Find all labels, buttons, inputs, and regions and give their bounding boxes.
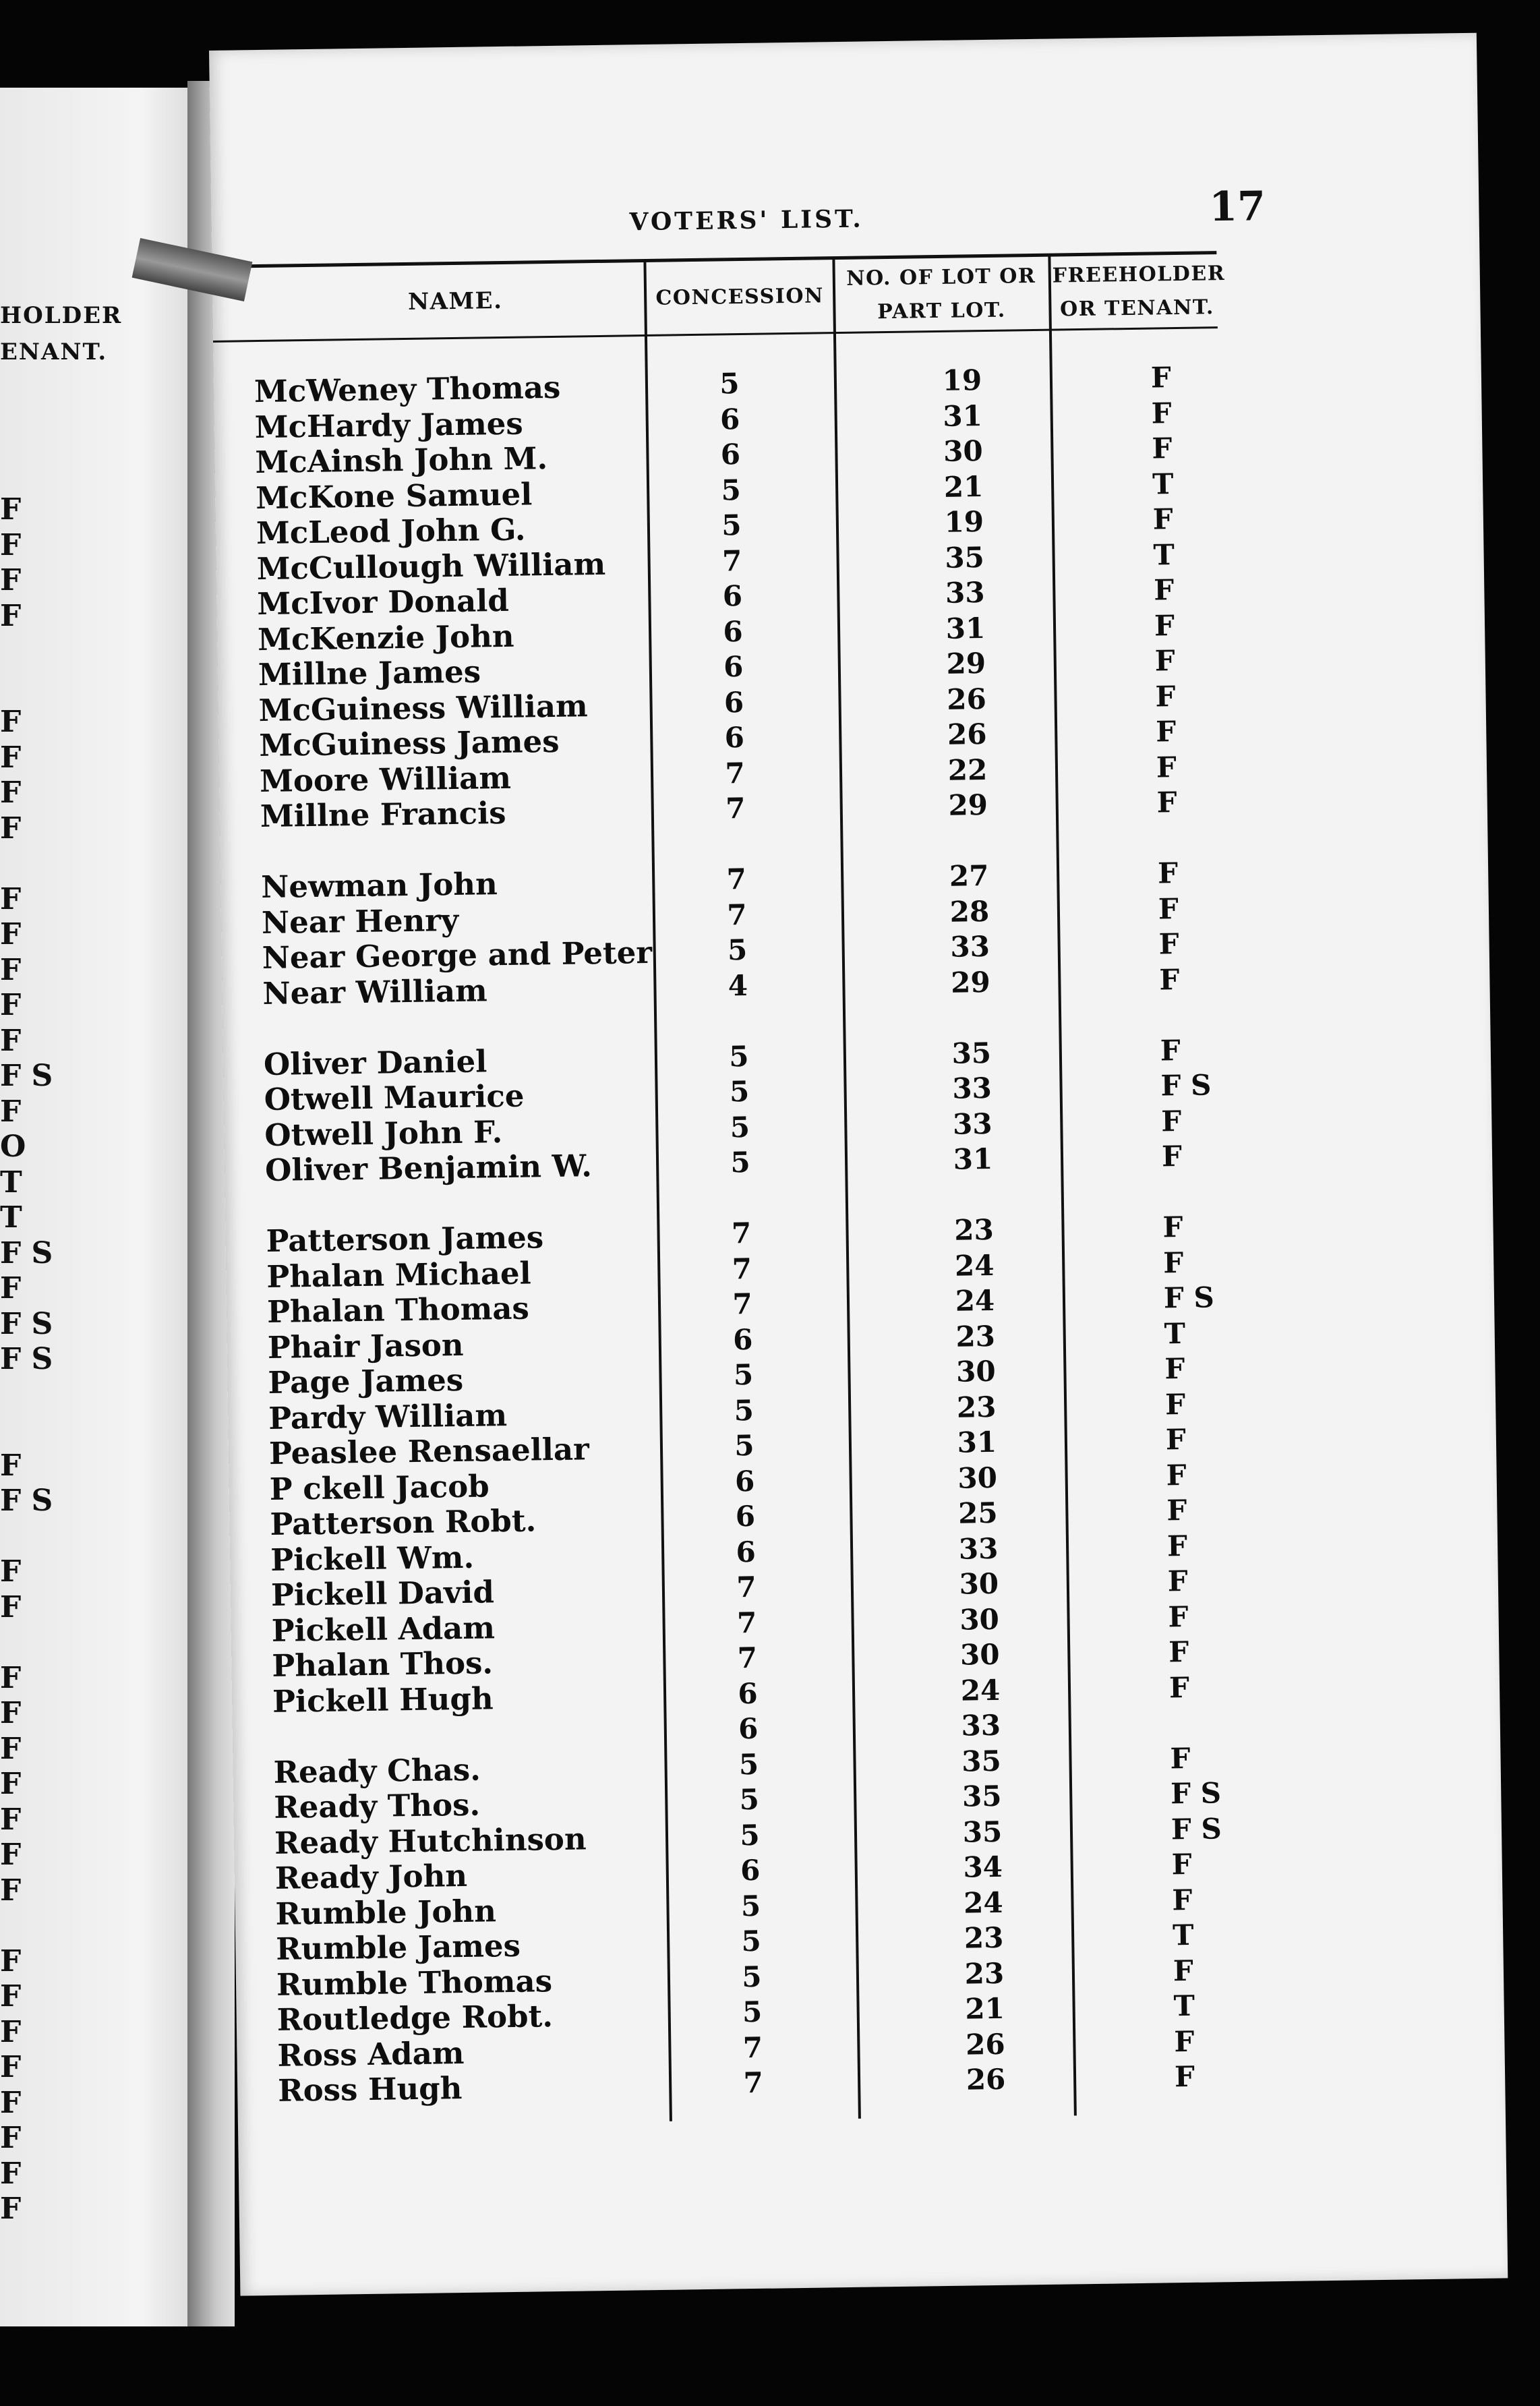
lot-cell: 30 [957, 1461, 998, 1495]
voter-name: Patterson Robt. [270, 1502, 537, 1542]
voter-name: Ross Adam [277, 2034, 465, 2074]
column-header-lot-line2: PART LOT. [877, 298, 1006, 324]
tenure-cell: F [1158, 891, 1179, 925]
tenure-cell: F S [1171, 1811, 1222, 1846]
concession-cell: 5 [730, 1145, 751, 1179]
lot-cell: 23 [964, 1956, 1005, 1991]
lot-cell: 30 [959, 1637, 1000, 1672]
left-page-mark: F [0, 527, 22, 562]
left-page-mark [0, 1625, 53, 1661]
lot-cell: 33 [952, 1071, 993, 1105]
left-page-mark: F [0, 2156, 22, 2191]
left-page-mark [0, 670, 53, 705]
left-page-mark: F [0, 952, 22, 987]
lot-cell: 26 [965, 2027, 1005, 2061]
tenure-cell: F [1154, 644, 1175, 678]
tenure-cell: F [1162, 1210, 1183, 1244]
tenure-cell: F [1168, 1635, 1189, 1669]
concession-cell: 6 [723, 685, 744, 719]
voter-name: Rumble John [275, 1892, 497, 1932]
concession-cell: 4 [728, 968, 748, 1002]
tenure-cell: F S [1170, 1776, 1222, 1811]
tenure-cell: F [1161, 1140, 1183, 1173]
voter-name: Millne James [258, 653, 481, 693]
voter-name: P ckell Jacob [269, 1467, 490, 1507]
concession-cell: 5 [721, 508, 742, 542]
tenure-cell: F [1160, 1033, 1181, 1067]
voter-name: Near William [262, 972, 488, 1011]
voter-name: Ready Chas. [273, 1751, 481, 1790]
tenure-cell: F [1158, 927, 1179, 961]
concession-cell: 5 [741, 1924, 762, 1958]
concession-cell: 5 [719, 367, 740, 401]
lot-cell: 35 [962, 1815, 1003, 1849]
lot-cell: 26 [947, 717, 987, 751]
voters-table-body [214, 357, 1506, 2109]
concession-cell: 6 [735, 1499, 756, 1533]
tenure-cell: F [1150, 361, 1172, 394]
concession-cell: 5 [738, 1747, 759, 1781]
lot-cell: 35 [951, 1036, 992, 1070]
column-header-tenure-line1: FREEHOLDER [1052, 261, 1226, 288]
concession-cell: 5 [727, 933, 748, 967]
tenure-cell: F [1171, 1847, 1192, 1881]
voter-name: Millne Francis [260, 794, 506, 835]
lot-cell: 35 [945, 540, 985, 575]
concession-cell: 5 [740, 1818, 760, 1852]
left-page-mark: F [0, 1979, 22, 2014]
tenure-cell: T [1152, 467, 1174, 501]
lot-cell: 35 [961, 1779, 1002, 1813]
lot-cell: 29 [950, 965, 990, 999]
left-facing-page [0, 88, 202, 2326]
tenure-cell: F [1166, 1493, 1187, 1527]
left-page-mark: F [0, 1873, 22, 1908]
tenure-cell: F [1151, 396, 1172, 430]
lot-cell: 31 [957, 1425, 997, 1459]
voter-name: Phalan Michael [266, 1255, 531, 1295]
lot-cell: 24 [954, 1248, 995, 1283]
voter-name: McWeney Thomas [254, 369, 561, 410]
left-page-mark: T [0, 1200, 22, 1235]
voter-name: Rumble James [275, 1927, 521, 1967]
concession-cell: 6 [723, 614, 744, 648]
tenure-cell: F [1157, 856, 1179, 890]
left-page-mark [0, 1908, 53, 1944]
concession-cell: 6 [740, 1853, 761, 1887]
voter-name: Near Henry [261, 902, 459, 941]
lot-cell: 19 [942, 363, 982, 397]
left-page-mark: F [0, 1660, 22, 1695]
left-page-mark: F S [0, 1059, 53, 1093]
concession-cell: 6 [734, 1464, 755, 1498]
left-page-mark: F [0, 1767, 22, 1801]
left-page-mark: F [0, 1802, 22, 1837]
lot-cell: 33 [961, 1708, 1001, 1742]
left-page-mark: F [0, 740, 22, 775]
concession-cell: 6 [723, 650, 744, 684]
tenure-cell: F [1155, 679, 1176, 713]
voter-name: McKenzie John [257, 618, 514, 657]
tenure-cell: F [1164, 1387, 1186, 1421]
tenure-cell: F [1152, 432, 1173, 465]
lot-cell: 19 [944, 505, 984, 539]
lot-cell: 31 [943, 399, 983, 433]
concession-cell: 6 [722, 579, 743, 613]
voter-name: Near George and Peter [262, 934, 653, 976]
tenure-cell: F [1173, 1954, 1194, 1987]
tenure-cell: F [1166, 1458, 1187, 1492]
left-page-mark: F [0, 1554, 22, 1589]
left-page-mark: F [0, 1023, 22, 1058]
lot-cell: 27 [949, 858, 989, 893]
left-page-mark: F [0, 881, 22, 916]
left-page-mark: F [0, 1094, 22, 1129]
voter-name: McGuiness William [258, 687, 589, 728]
left-page-tenure-column [0, 492, 53, 2227]
tenure-cell: F S [1160, 1068, 1212, 1103]
concession-cell: 7 [743, 2065, 764, 2100]
concession-cell: 7 [721, 544, 742, 577]
lot-cell: 24 [960, 1673, 1001, 1707]
concession-cell: 7 [736, 1570, 757, 1604]
voter-name: Ready John [274, 1857, 468, 1896]
concession-cell: 6 [732, 1322, 753, 1356]
tenure-cell: F [1166, 1529, 1188, 1562]
lot-cell: 24 [955, 1283, 995, 1318]
tenure-cell: F [1160, 1104, 1182, 1138]
concession-cell: 6 [720, 438, 741, 471]
voter-name: Otwell John F. [264, 1113, 503, 1153]
voter-name: Moore William [259, 759, 512, 799]
left-page-header-line1: HOLDER [0, 302, 123, 329]
concession-cell: 5 [734, 1428, 754, 1463]
lot-cell: 23 [953, 1212, 995, 1247]
lot-cell: 34 [963, 1850, 1003, 1884]
voter-name: Newman John [260, 866, 498, 906]
tenure-cell: T [1153, 537, 1175, 572]
left-page-mark: O [0, 1129, 26, 1164]
left-page-mark [0, 1519, 53, 1555]
concession-cell: 7 [732, 1287, 752, 1321]
voters-list-page [209, 33, 1508, 2296]
lot-cell: 35 [961, 1744, 1002, 1778]
voter-name: Pickell David [270, 1574, 495, 1613]
voter-name: McGuiness James [259, 723, 560, 764]
left-page-mark: F [0, 2050, 22, 2084]
tenure-cell: F [1168, 1670, 1190, 1704]
left-page-mark: F [0, 598, 22, 633]
concession-cell: 5 [740, 1889, 761, 1923]
tenure-cell: F [1153, 573, 1175, 607]
tenure-cell: F [1155, 715, 1177, 749]
lot-cell: 23 [964, 1920, 1004, 1955]
page-number: 17 [1208, 183, 1266, 231]
voter-name: Phalan Thos. [272, 1645, 494, 1684]
tenure-cell: F [1159, 962, 1180, 996]
lot-cell: 28 [949, 894, 990, 929]
lot-cell: 33 [945, 576, 985, 610]
left-page-mark: F S [0, 1306, 53, 1341]
concession-cell: 5 [742, 1995, 763, 2029]
concession-cell: 5 [734, 1393, 754, 1427]
concession-cell: 7 [732, 1252, 752, 1285]
left-page-mark: F [0, 2014, 22, 2049]
concession-cell: 5 [741, 1960, 762, 1993]
voter-name: Phalan Thomas [266, 1290, 530, 1330]
voter-name: McHardy James [254, 405, 524, 445]
running-head: VOTERS' LIST. [629, 204, 864, 237]
left-page-mark: F [0, 1696, 22, 1730]
lot-cell: 33 [958, 1531, 999, 1566]
left-page-mark: F [0, 1448, 22, 1483]
tenure-cell: F [1156, 750, 1177, 784]
column-header-concession: CONCESSION [655, 284, 825, 310]
lot-cell: 29 [948, 788, 988, 822]
left-page-mark: F [0, 775, 22, 810]
left-page-mark [0, 1378, 53, 1413]
voter-name: Ross Hugh [277, 2070, 463, 2109]
left-page-mark: F [0, 1271, 22, 1305]
concession-cell: 6 [738, 1676, 759, 1710]
column-header-lot-line1: NO. OF LOT OR [846, 264, 1036, 291]
lot-cell: 29 [946, 647, 986, 680]
tenure-cell: F [1172, 1883, 1193, 1916]
tenure-cell: T [1173, 1989, 1195, 2023]
concession-cell: 7 [725, 756, 745, 790]
voter-name: Ready Hutchinson [274, 1820, 587, 1861]
voter-name: McLeod John G. [256, 511, 526, 552]
voter-name: Rumble Thomas [276, 1962, 553, 2003]
concession-cell: 5 [721, 473, 742, 506]
left-page-mark [0, 634, 53, 670]
concession-cell: 5 [733, 1357, 754, 1392]
lot-cell: 21 [943, 469, 984, 504]
voter-name: Oliver Benjamin W. [264, 1148, 593, 1188]
left-page-mark: F [0, 2085, 22, 2120]
tenure-cell: F [1174, 2024, 1195, 2058]
lot-cell: 21 [965, 1991, 1005, 2026]
left-page-mark: F [0, 811, 22, 846]
voter-name: McKone Samuel [255, 475, 533, 516]
left-page-mark: F [0, 1589, 22, 1624]
lot-cell: 26 [966, 2062, 1006, 2096]
tenure-cell: F [1156, 786, 1177, 819]
lot-cell: 30 [943, 434, 983, 468]
tenure-cell: F [1170, 1741, 1191, 1775]
lot-cell: 33 [952, 1107, 993, 1141]
lot-cell: 24 [963, 1885, 1004, 1920]
concession-cell: 7 [725, 792, 746, 825]
tenure-cell: F [1174, 2059, 1195, 2094]
tenure-cell: F [1162, 1245, 1184, 1279]
concession-cell: 5 [729, 1074, 750, 1109]
tenure-cell: F [1164, 1351, 1185, 1386]
left-page-mark: F S [0, 1235, 53, 1270]
tenure-cell: F S [1163, 1281, 1215, 1315]
voter-name: Patterson James [266, 1219, 544, 1259]
voter-name: Pickell Hugh [272, 1680, 494, 1720]
tenure-cell: F [1165, 1422, 1187, 1457]
concession-cell: 6 [738, 1711, 759, 1746]
voter-name: Otwell Maurice [264, 1078, 525, 1118]
left-page-mark: F S [0, 1342, 53, 1376]
tenure-cell: F [1154, 608, 1175, 643]
left-page-mark: F [0, 1838, 22, 1872]
voter-name: McAinsh John M. [255, 440, 548, 481]
tenure-cell: F [1167, 1564, 1188, 1598]
left-page-mark: F [0, 1731, 22, 1766]
lot-cell: 31 [945, 611, 986, 645]
lot-cell: 30 [959, 1566, 999, 1601]
left-page-mark: F [0, 563, 22, 597]
left-page-header-line2: ENANT. [0, 339, 108, 365]
concession-cell: 7 [731, 1216, 752, 1250]
left-page-mark: F [0, 2192, 22, 2226]
left-page-mark: F [0, 988, 22, 1022]
voter-name: Phair Jason [267, 1326, 464, 1366]
lot-cell: 25 [957, 1496, 998, 1530]
left-page-mark: F [0, 492, 22, 527]
concession-cell: 5 [728, 1039, 749, 1073]
concession-cell: 6 [724, 721, 745, 755]
concession-cell: 7 [737, 1641, 758, 1675]
voter-name: McCullough William [256, 546, 606, 587]
left-page-mark: F S [0, 1484, 53, 1518]
concession-cell: 6 [719, 402, 740, 436]
lot-cell: 22 [947, 753, 988, 787]
voter-name: Ready Thos. [274, 1786, 481, 1825]
lot-cell: 30 [955, 1354, 997, 1388]
tenure-cell: T [1164, 1316, 1186, 1350]
voter-name: Pickell Wm. [270, 1539, 475, 1578]
lot-cell: 31 [953, 1142, 993, 1176]
voter-name: McIvor Donald [257, 582, 510, 622]
left-page-mark: T [0, 1165, 22, 1200]
tenure-cell: F [1168, 1600, 1189, 1633]
lot-cell: 23 [956, 1390, 997, 1424]
voter-name: Pardy William [268, 1397, 508, 1436]
left-page-mark [0, 1413, 53, 1448]
concession-cell: 7 [726, 898, 747, 931]
lot-cell: 23 [955, 1319, 996, 1353]
concession-cell: 6 [736, 1535, 757, 1568]
concession-cell: 5 [739, 1782, 760, 1817]
tenure-cell: T [1172, 1918, 1194, 1952]
concession-cell: 7 [736, 1606, 757, 1639]
left-page-mark: F [0, 917, 22, 951]
concession-cell: 5 [730, 1110, 750, 1144]
concession-cell: 7 [726, 862, 747, 896]
voter-name: Oliver Daniel [263, 1043, 487, 1082]
tenure-cell: F [1152, 502, 1174, 536]
concession-cell: 7 [742, 2030, 763, 2064]
header-bottom-rule [213, 326, 1218, 343]
left-page-mark: F [0, 2121, 22, 2155]
lot-cell: 30 [959, 1602, 1000, 1637]
left-page-mark [0, 846, 53, 882]
voter-name: Peaslee Rensaellar [268, 1431, 590, 1471]
column-header-name: NAME. [407, 287, 503, 316]
left-page-mark: F [0, 1943, 22, 1978]
lot-cell: 26 [946, 682, 987, 716]
voter-name: Page James [268, 1361, 464, 1401]
left-page-mark: F [0, 705, 22, 739]
voter-name: Routledge Robt. [276, 1998, 554, 2038]
column-header-tenure-line2: OR TENANT. [1059, 295, 1215, 322]
voter-name: Pickell Adam [271, 1609, 496, 1649]
lot-cell: 33 [950, 929, 990, 964]
